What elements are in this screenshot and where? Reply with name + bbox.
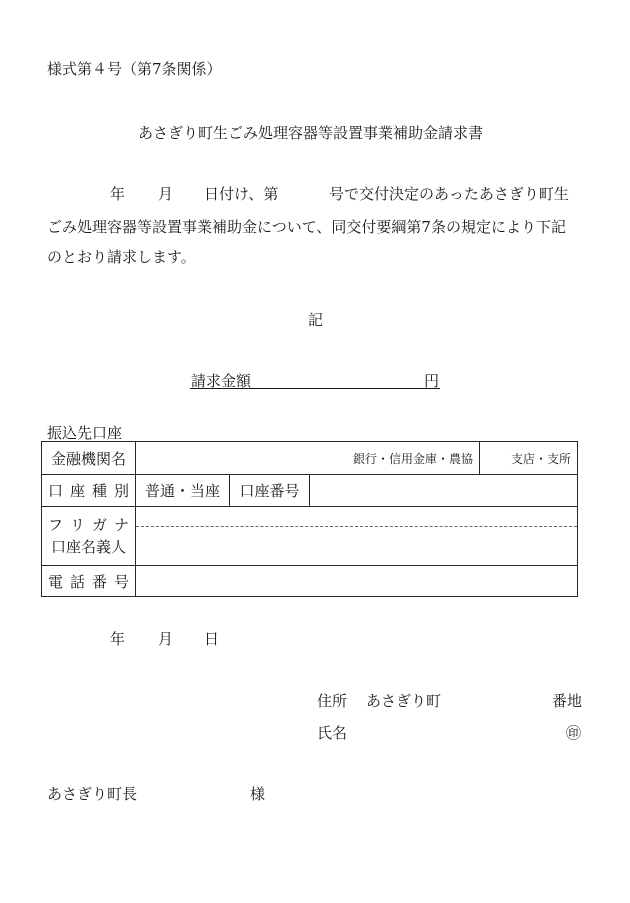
- branch-field[interactable]: [480, 442, 578, 475]
- name-label: 氏名: [317, 724, 348, 742]
- recipient-sama: 様: [250, 785, 266, 803]
- branch-type-options: 支店・支所: [511, 452, 572, 466]
- account-type-label-text: 口 座 種 別: [48, 482, 129, 500]
- intro-month: 月: [158, 185, 174, 203]
- seal-mark: ㊞: [566, 724, 582, 742]
- address-label: 住所: [317, 692, 348, 710]
- phone-label-text: 電 話 番 号: [48, 572, 129, 591]
- account-type-label: [42, 475, 136, 507]
- address-town: あさぎり町: [366, 692, 442, 710]
- holder-label: [42, 507, 136, 566]
- account-type-options[interactable]: 普通・当座: [136, 475, 230, 507]
- date-month: 月: [158, 630, 174, 648]
- intro-dated: 日付け、第: [204, 185, 279, 203]
- ki-marker: 記: [308, 311, 324, 329]
- date-day: 日: [204, 630, 220, 648]
- intro-line3: のとおり請求します。: [47, 248, 196, 266]
- intro-year: 年: [110, 185, 126, 203]
- account-holder-label: 口座名義人: [50, 538, 126, 556]
- account-heading: 振込先口座: [47, 424, 123, 442]
- phone-label: [42, 566, 136, 597]
- holder-row: [42, 507, 578, 566]
- claim-amount-label: 請求金額: [191, 372, 252, 390]
- phone-row: [42, 566, 578, 597]
- recipient-mayor: あさぎり町長: [47, 785, 138, 803]
- intro-line1-rest: 号で交付決定のあったあさぎり町生: [329, 185, 569, 203]
- date-year: 年: [110, 630, 126, 648]
- form-number: 様式第４号（第7条関係）: [47, 60, 222, 78]
- bank-name-field[interactable]: [136, 442, 480, 475]
- bank-row: [42, 442, 578, 475]
- account-number-label: 口座番号: [230, 475, 310, 507]
- bank-label: 金融機関名: [42, 442, 136, 475]
- account-number-field[interactable]: [310, 475, 578, 507]
- address-banchi: 番地: [552, 692, 583, 710]
- furigana-divider: [136, 526, 577, 527]
- claim-amount-unit: 円: [424, 372, 440, 390]
- phone-field[interactable]: [136, 566, 578, 597]
- account-holder-field[interactable]: [136, 507, 578, 566]
- claim-amount-field[interactable]: [190, 388, 440, 389]
- document-title: あさぎり町生ごみ処理容器等設置事業補助金請求書: [138, 124, 484, 142]
- account-type-row: [42, 475, 578, 507]
- intro-line2: ごみ処理容器等設置事業補助金について、同交付要綱第7条の規定により下記: [47, 218, 566, 236]
- bank-type-options: 銀行・信用金庫・農協: [353, 452, 474, 466]
- account-table: [41, 441, 578, 597]
- furigana-label: フ リ ガ ナ: [48, 516, 129, 534]
